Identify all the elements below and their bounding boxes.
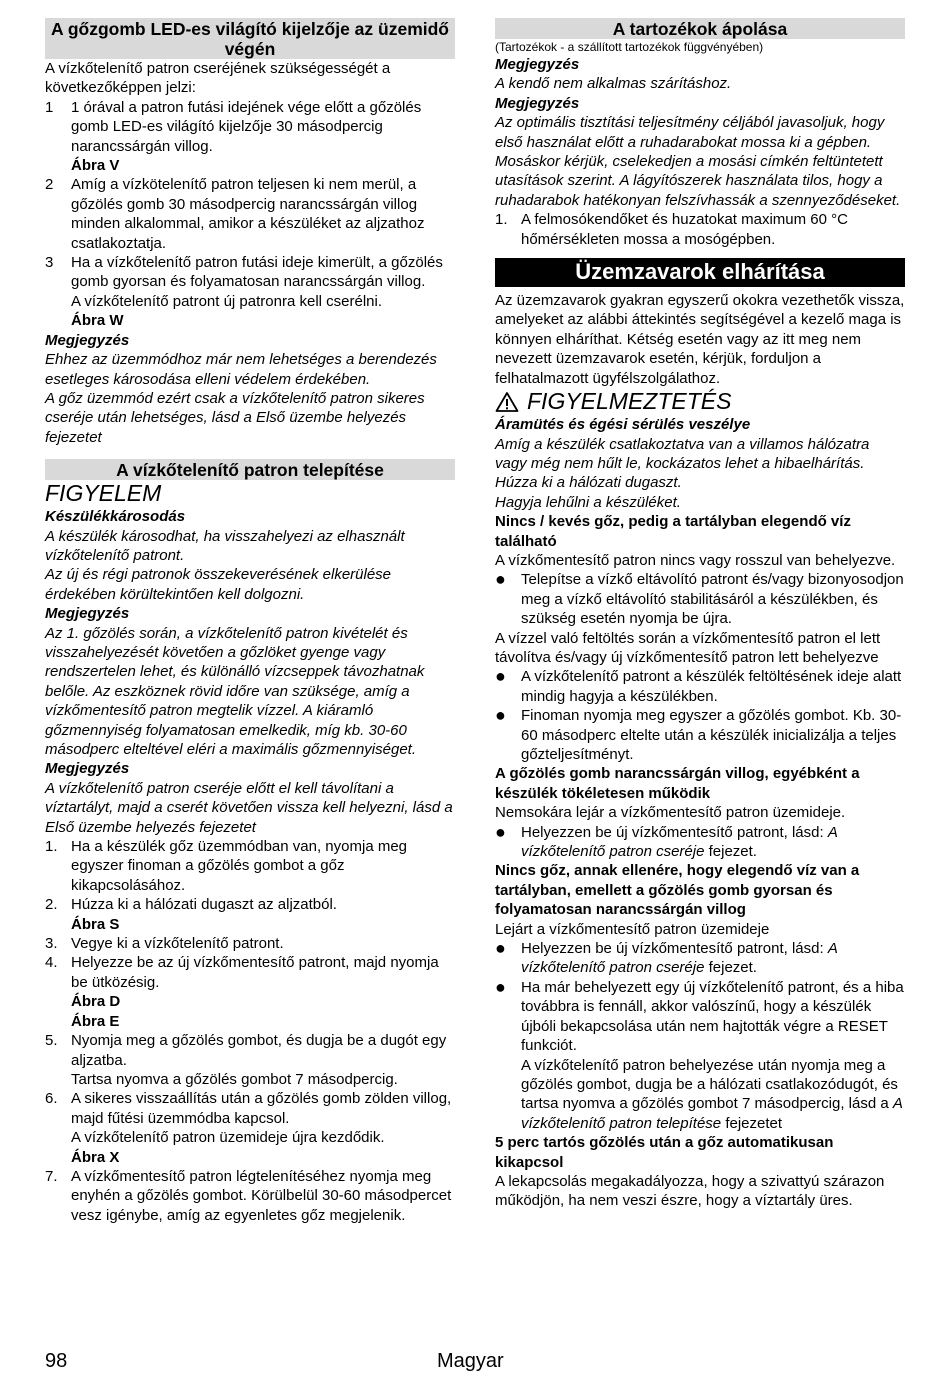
list-item [45, 98, 455, 176]
list-text: 1 órával a patron futási idejének vége előtt a gőzölés gomb LED-es világító kijelzője 30 másodpercig narancssárgán villog. [71, 98, 422, 155]
fault-cause: Lejárt a vízkőmentesítő patron üzemideje [495, 920, 770, 938]
list-text: A felmosókendőket és huzatokat maximum 60 °C hőmérsékleten mossa a mosógépben. [521, 211, 848, 248]
list-number: 4. [45, 954, 58, 972]
warning-title: FIGYELMEZTETÉS [527, 388, 732, 415]
fault-text: A lekapcsolás megakadályozza, hogy a szivattyú szárazon működjön, ha nem veszi észre, hogy a víztartály üres. [495, 1172, 885, 1210]
bullet-icon: ● [495, 821, 506, 842]
bullet-text: Finoman nyomja meg egyszer a gőzölés gombot. Kb. 30-60 másodperc eltelte után a készülék inicializálja a teljes gőzteljesítményt. [521, 707, 902, 763]
intro-text: Az üzemzavarok gyakran egyszerű okokra vezethetők vissza, amelyeket az alábbi áttekintés segítségével a kezelő maga is könnyen elháríthat. Kétség esetén vagy az itt meg nem nevezett üzemzavarok esetén, kérjük, forduljon a felhatalmazott ügyfélszolgálathoz. [495, 292, 905, 387]
list-number: 3. [45, 935, 58, 953]
warning-text: Hagyja lehűlni a készüléket. [495, 493, 681, 511]
list-number: 2 [45, 176, 54, 194]
cross-reference: A vízkőtelenítő patron cseréje [521, 823, 838, 861]
note-text: A kendő nem alkalmas szárításhoz. [495, 75, 732, 93]
list-item [45, 895, 455, 934]
figure-ref: Ábra E [71, 1012, 120, 1030]
bullet-icon: ● [495, 666, 506, 687]
right-column [495, 18, 905, 1211]
warning-text: Húzza ki a hálózati dugaszt. [495, 474, 682, 492]
bullet-item [495, 978, 905, 1133]
note-label: Megjegyzés [495, 94, 580, 112]
bullet-item [495, 667, 905, 706]
bullet-icon: ● [495, 705, 506, 726]
list-item [45, 175, 455, 253]
caution-label: Készülékkárosodás [45, 508, 186, 526]
note-text: Ehhez az üzemmódhoz már nem lehetséges a berendezés esetleges károsodása elleni védelem érdekében. [45, 351, 437, 388]
note-text: Az optimális tisztítási teljesítmény céljából javasoljuk, hogy első használat előtt a ruhadarabokat mossa ki a gépben. [495, 114, 885, 151]
figure-ref: Ábra W [71, 312, 124, 330]
list-text-continued: Tartsa nyomva a gőzölés gombot 7 másodpercig. [71, 1070, 398, 1088]
list-number: 7. [45, 1167, 58, 1185]
bullet-text: fejezet. [708, 843, 757, 861]
list-item [45, 1167, 455, 1225]
fault-title: Nincs gőz, annak ellenére, hogy elegendő víz van a tartályban, emellett a gőzölés gomb gyorsan és folyamatosan narancssárgán villog [495, 862, 860, 919]
bullet-item [495, 570, 905, 628]
list-number: 1 [45, 98, 54, 116]
list-item [45, 1031, 455, 1089]
note-label: Megjegyzés [45, 331, 130, 349]
bullet-icon: ● [495, 569, 506, 590]
cross-reference: A vízkőtelenítő patron cseréje [521, 940, 838, 977]
fault-cause: A vízzel való feltöltés során a vízkőmentesítő patron el lett távolítva és/vagy új vízkőmentesítő patron lett behelyezve [495, 629, 881, 666]
figure-ref: Ábra S [71, 915, 120, 933]
figure-ref: Ábra X [71, 1148, 120, 1166]
fault-title: 5 perc tartós gőzölés után a gőz automatikusan kikapcsol [495, 1134, 834, 1171]
list-text: Húzza ki a hálózati dugaszt az aljzatból. [71, 896, 337, 914]
intro-text: A vízkőtelenítő patron cseréjének szükségességét a következőképpen jelzi: [45, 60, 391, 97]
note-label: Megjegyzés [45, 605, 130, 623]
bullet-text-continued: A vízkőtelenítő patron behelyezése után nyomja meg a gőzölés gombot, dugja be a hálózati csatlakozódugót, és tartsa nyomva a gőzölés gombot 7 másodpercig, lásd a [521, 1056, 898, 1113]
list-item [45, 1089, 455, 1167]
list-text: Helyezze be az új vízkőmentesítő patront, majd nyomja be ütközésig. [71, 954, 439, 991]
left-column [45, 18, 455, 1225]
fault-cause: Nemsokára lejár a vízkőmentesítő patron üzemideje. [495, 804, 846, 822]
bullet-item [495, 706, 905, 764]
note-text: Mosáskor kérjük, cselekedjen a mosási címkén feltüntetett utasítások szerint. A lágyítószerek használata tilos, hogy a ruhadarabok hatékonyan felszívhassák a szennyeződéseket. [495, 153, 901, 209]
note-text: A gőz üzemmód ezért csak a vízkőtelenítő patron sikeres cseréje után lehetséges, lásd a Első üzembe helyezés fejezetet [45, 389, 425, 446]
bullet-text: fejezet. [708, 959, 757, 977]
list-text: A sikeres visszaállítás után a gőzölés gomb zölden villog, majd fűtési üzemmódba kapcsol. [71, 1090, 452, 1127]
cross-reference: A vízkőtelenítő patron telepítése [521, 1095, 903, 1132]
section-heading-cartridge-install: A vízkőtelenítő patron telepítése [45, 459, 455, 480]
list-item [45, 253, 455, 331]
page-number: 98 [45, 1350, 68, 1372]
list-item [45, 934, 455, 953]
warning-label: Áramütés és égési sérülés veszélye [495, 416, 751, 434]
list-number: 5. [45, 1032, 58, 1050]
list-text-continued: A vízkőtelenítő patront új patronra kell cserélni. [71, 292, 383, 310]
list-text: Amíg a vízkötelenítő patron teljesen ki nem merül, a gőzölés gomb 30 másodpercig narancssárgán villog minden alkalommal, amikor a készüléket az aljzathoz csatlakoztatja. [71, 176, 425, 252]
figure-ref: Ábra V [71, 157, 120, 175]
list-number: 3 [45, 254, 54, 272]
figure-ref: Ábra D [71, 993, 121, 1011]
list-text: Vegye ki a vízkőtelenítő patront. [71, 935, 284, 953]
bullet-item [495, 823, 905, 862]
fault-cause: A vízkőmentesítő patron nincs vagy rosszul van behelyezve. [495, 551, 896, 569]
caution-title: FIGYELEM [45, 480, 162, 507]
list-text: Nyomja meg a gőzölés gombot, és dugja be a dugót egy aljzatba. [71, 1032, 447, 1069]
list-item [45, 837, 455, 895]
caution-text: A készülék károsodhat, ha visszahelyezi az elhasznált vízkőtelenítő patront. [45, 527, 405, 564]
warning-heading [495, 388, 905, 415]
section-heading-troubleshooting: Üzemzavarok elhárítása [495, 258, 905, 287]
bullet-text: Ha már behelyezett egy új vízkőtelenítő patront, és a hiba továbbra is fennáll, akkor valószínű, hogy a készülék újbóli bekapcsolása után nem hajtották végre a RESET funkciót. [521, 978, 904, 1055]
note-label: Megjegyzés [45, 760, 130, 778]
fault-title: Nincs / kevés gőz, pedig a tartályban elegendő víz található [495, 513, 851, 550]
list-text: Ha a vízkőtelenítő patron futási ideje kimerült, a gőzölés gomb gyorsan és folyamatosan narancssárgán villog. [71, 254, 443, 291]
section-heading-accessory-care: A tartozékok ápolása [495, 18, 905, 39]
list-text: Ha a készülék gőz üzemmódban van, nyomja meg egyszer finoman a gőzölés gombot a gőz kikapcsolásához. [71, 838, 408, 894]
bullet-text: Helyezzen be új vízkőmentesítő patront, lásd: [521, 940, 824, 958]
warning-text: Amíg a készülék csatlakoztatva van a villamos hálózatra vagy még nem hűlt le, kockázatos lehet a hibaelhárítás. [495, 435, 870, 472]
bullet-text: Helyezzen be új vízkőmentesítő patront, lásd: [521, 823, 824, 841]
list-item [495, 210, 905, 249]
bullet-text: Telepítse a vízkő eltávolító patront és/vagy bizonyosodjon meg a vízkő eltávolító stabilitásáról a készülékben, és szükség esetén nyomja be újra. [521, 571, 904, 628]
list-text: A vízkőmentesítő patron légtelenítéséhez nyomja meg enyhén a gőzölés gombot. Körülbelül 30-60 másodpercet vesz igénybe, amíg az egyenletes gőz megjelenik. [71, 1167, 452, 1224]
footer-language: Magyar [437, 1350, 504, 1372]
bullet-icon: ● [495, 976, 506, 997]
list-number: 1. [495, 211, 508, 229]
list-item [45, 953, 455, 1031]
section-subtitle: (Tartozékok - a szállított tartozékok függvényében) [495, 40, 764, 54]
fault-title: A gőzölés gomb narancssárgán villog, egyébként a készülék tökéletesen működik [495, 765, 860, 802]
caution-text: Az új és régi patronok összekeverésének elkerülése érdekében körültekintően kell dolgozni. [45, 566, 392, 603]
list-text-continued: A vízkőtelenítő patron üzemideje újra kezdődik. [71, 1129, 385, 1147]
bullet-text-continued: fejezetet [725, 1114, 783, 1132]
list-number: 6. [45, 1090, 58, 1108]
bullet-icon: ● [495, 938, 506, 959]
list-number: 1. [45, 838, 58, 856]
note-text: A vízkőtelenítő patron cseréje előtt el kell távolítani a víztartályt, majd a cserét követően vissza kell helyezni, lásd a Első üzembe helyezés fejezetet [45, 779, 453, 836]
note-text: Az 1. gőzölés során, a vízkőtelenítő patron kivételét és visszahelyezését követően a gőzlöket gyenge vagy rendszertelen lehet, és különálló vízcseppek távozhatnak belőle. Az eszköznek rövid időre van szüksége, amíg a vízkőmentesítő patron megtelik vízzel. A kiáramló gőzmennyiség folyamatosan emelkedik, míg kb. 30-60 másodperc elteltével eléri a maximális gőzmennyiséget. [45, 624, 425, 758]
warning-triangle-icon [495, 391, 519, 413]
bullet-text: A vízkőtelenítő patront a készülék feltöltésének ideje alatt mindig hagyja a készülékben. [521, 668, 902, 705]
note-label: Megjegyzés [495, 56, 580, 73]
list-number: 2. [45, 896, 58, 914]
bullet-item [495, 939, 905, 978]
section-heading-led-indicator: A gőzgomb LED-es világító kijelzője az üzemidő végén [45, 18, 455, 59]
